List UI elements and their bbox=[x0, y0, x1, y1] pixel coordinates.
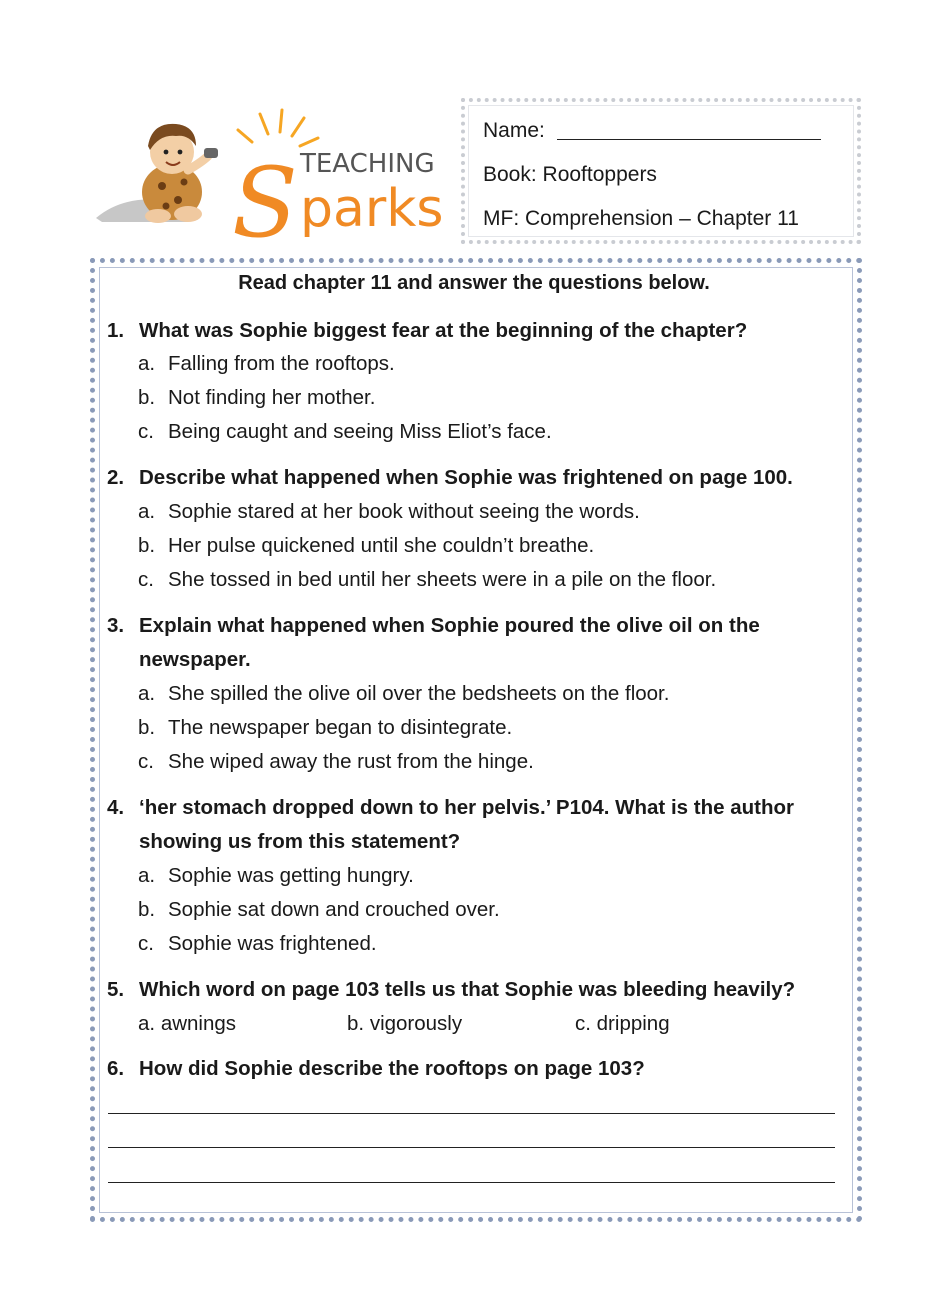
option-4b: b. Sophie sat down and crouched over. bbox=[138, 898, 500, 921]
question-number: 3. bbox=[107, 614, 125, 637]
option-1c: c. Being caught and seeing Miss Eliot’s face. bbox=[138, 420, 552, 443]
option-2c: c. She tossed in bed until her sheets were in a pile on the floor. bbox=[138, 568, 717, 591]
student-info-box bbox=[461, 98, 861, 244]
question-number: 2. bbox=[107, 466, 125, 489]
question-text: Explain what happened when Sophie poured the olive oil on the newspaper. bbox=[139, 614, 760, 671]
question-text: ‘her stomach dropped down to her pelvis.’ P104. What is the author showing us from this statement? bbox=[139, 796, 794, 853]
instructions: Read chapter 11 and answer the questions below. bbox=[238, 272, 710, 294]
answer-line-3[interactable] bbox=[108, 1182, 835, 1183]
question-2 bbox=[107, 461, 842, 495]
question-4 bbox=[107, 791, 842, 859]
svg-text:parks: parks bbox=[300, 179, 444, 239]
option-3c: c. She wiped away the rust from the hinge. bbox=[138, 750, 534, 773]
question-text: How did Sophie describe the rooftops on page 103? bbox=[139, 1057, 645, 1080]
question-text: What was Sophie biggest fear at the beginning of the chapter? bbox=[139, 319, 748, 342]
svg-text:S: S bbox=[232, 147, 298, 250]
answer-line-2[interactable] bbox=[108, 1147, 835, 1148]
mf-subtitle: MF: Comprehension – Chapter 11 bbox=[483, 207, 799, 230]
question-number: 5. bbox=[107, 978, 125, 1001]
option-1b: b. Not finding her mother. bbox=[138, 386, 376, 409]
name-label: Name: bbox=[483, 119, 545, 142]
question-3 bbox=[107, 609, 842, 677]
question-number: 1. bbox=[107, 319, 125, 342]
option-5a: a. awnings bbox=[138, 1012, 237, 1035]
option-2b: b. Her pulse quickened until she couldn’t breathe. bbox=[138, 534, 595, 557]
option-5c: c. dripping bbox=[575, 1012, 670, 1035]
option-3b: b. The newspaper began to disintegrate. bbox=[138, 716, 513, 739]
question-number: 4. bbox=[107, 796, 125, 819]
question-number: 6. bbox=[107, 1057, 125, 1080]
logo-word-teaching: TEACHING bbox=[300, 149, 435, 179]
option-2a: a. Sophie stared at her book without seeing the words. bbox=[138, 500, 640, 523]
name-line bbox=[483, 116, 839, 160]
option-5b: b. vigorously bbox=[347, 1012, 463, 1035]
option-3a: a. She spilled the olive oil over the bedsheets on the floor. bbox=[138, 682, 670, 705]
question-1 bbox=[107, 314, 842, 348]
option-4c: c. Sophie was frightened. bbox=[138, 932, 377, 955]
option-1a: a. Falling from the rooftops. bbox=[138, 352, 395, 375]
caveman-mascot-icon bbox=[92, 100, 452, 250]
question-5 bbox=[107, 973, 842, 1007]
question-text: Describe what happened when Sophie was frightened on page 100. bbox=[139, 466, 793, 489]
teaching-sparks-logo bbox=[92, 100, 452, 250]
question-6 bbox=[107, 1052, 842, 1086]
question-text: Which word on page 103 tells us that Sophie was bleeding heavily? bbox=[139, 978, 796, 1001]
answer-line-1[interactable] bbox=[108, 1113, 835, 1114]
book-title: Book: Rooftoppers bbox=[483, 163, 657, 186]
option-4a: a. Sophie was getting hungry. bbox=[138, 864, 414, 887]
name-blank[interactable] bbox=[557, 117, 821, 140]
